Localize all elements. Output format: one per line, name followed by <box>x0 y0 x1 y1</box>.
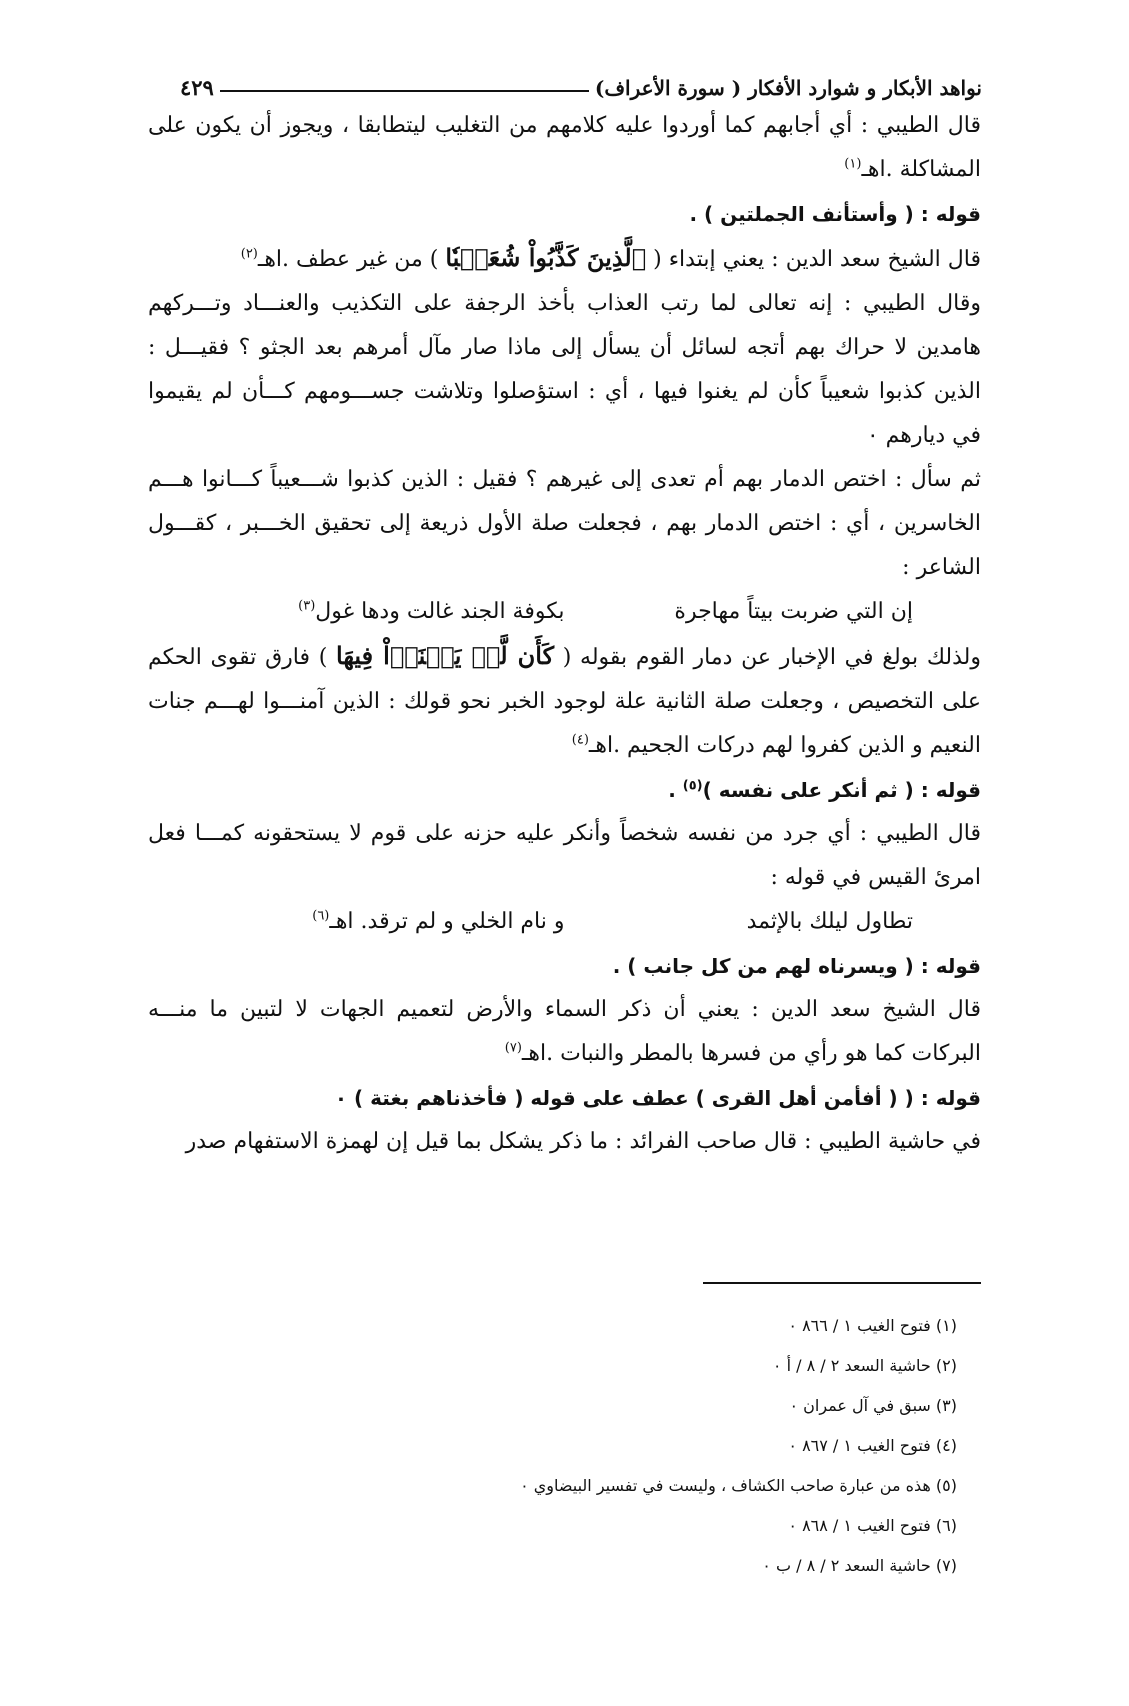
running-title: نواهد الأبكار و شوارد الأفكار ( سورة الأعراف) <box>594 76 982 100</box>
verse-second-hemistich <box>148 900 565 944</box>
heading-text: قوله : ( ثم أنكر على نفسه ) <box>702 778 981 802</box>
paragraph-text: قال الشيخ سعد الدين : يعني إبتداء ( <box>653 247 981 272</box>
commentary-heading-4: قوله : ( ( أفأمن أهل القرى ) عطف على قوله ( فأخذناهم بغتة ) ٠ <box>334 1086 981 1110</box>
footnote-2: (٢) حاشية السعد ٢ / ٨ / أ ٠ <box>772 1356 957 1375</box>
running-header <box>180 60 982 100</box>
paragraph-4: ثم سأل : اختص الدمار بهم أم تعدى إلى غيرهم ؟ فقيل : الذين كذبوا شـــعيباً كـــانوا هـــم الخاسرين ، أي : اختص الدمار بهم ، فجعلت صلة الأول ذريعة إلى تحقيق الخـــبر ، كقـــول الشاعر : <box>148 467 981 580</box>
footnote-5: (٥) هذه من عبارة صاحب الكشاف ، وليست في تفسير البيضاوي ٠ <box>520 1476 957 1495</box>
poetry-verse-2 <box>148 900 981 944</box>
footnote-4: (٤) فتوح الغيب ١ / ٨٦٧ ٠ <box>788 1436 957 1455</box>
commentary-heading-2 <box>148 768 981 812</box>
paragraph-text: قال الطيبي : أي أجابهم كما أوردوا عليه كلامهم من التغليب ليتطابقا ، ويجوز أن يكون على المشاكلة .اهـ <box>148 113 981 182</box>
paragraph-8: في حاشية الطيبي : قال صاحب الفرائد : ما ذكر يشكل بما قيل إن لهمزة الاستفهام صدر <box>185 1129 981 1154</box>
footnote-ref-5: (٥) <box>682 778 703 794</box>
verse-text: و نام الخلي و لم ترقد. اهـ <box>329 909 565 934</box>
footnote-ref-6: (٦) <box>312 908 330 924</box>
footnote-1: (١) فتوح الغيب ١ / ٨٦٦ ٠ <box>788 1316 957 1335</box>
paragraph-text: قال الشيخ سعد الدين : يعني أن ذكر السماء والأرض لتعميم الجهات لا لتبين ما منـــه البركات كما هو رأي من فسرها بالمطر والنبات .اهـ <box>148 997 981 1066</box>
verse-first-hemistich: تطاول ليلك بالإثمد <box>746 909 913 934</box>
paragraph-7 <box>148 988 981 1076</box>
paragraph-2 <box>148 236 981 282</box>
footnote-ref-3: (٣) <box>298 598 316 614</box>
header-rule <box>220 90 589 92</box>
main-text <box>148 104 981 1164</box>
verse-first-hemistich: إن التي ضربت بيتاً مهاجرة <box>674 599 913 624</box>
footnote-separator <box>703 1282 981 1284</box>
quran-quote: ٱلَّذِينَ كَذَّبُواْ شُعَيۡبٗا <box>445 243 647 272</box>
verse-second-hemistich <box>148 590 565 634</box>
commentary-heading-3: قوله : ( ويسرناه لهم من كل جانب ) . <box>612 954 981 978</box>
footnote-6: (٦) فتوح الغيب ١ / ٨٦٨ ٠ <box>788 1516 957 1535</box>
footnotes <box>200 1306 957 1586</box>
verse-text: بكوفة الجند غالت ودها غول <box>315 599 565 624</box>
footnote-7: (٧) حاشية السعد ٢ / ٨ / ب ٠ <box>762 1556 957 1575</box>
paragraph-1 <box>148 104 981 192</box>
paragraph-text: ولذلك بولغ في الإخبار عن دمار القوم بقوله ( <box>562 645 981 670</box>
footnote-ref-4: (٤) <box>571 732 589 748</box>
footnote-3: (٣) سبق في آل عمران ٠ <box>789 1396 957 1415</box>
paragraph-6: قال الطيبي : أي جرد من نفسه شخصاً وأنكر عليه حزنه على قوم لا يستحقونه كمـــا فعل امرئ القيس في قوله : <box>148 821 981 890</box>
footnote-ref-7: (٧) <box>504 1040 522 1056</box>
page-number: ٤٢٩ <box>180 75 214 100</box>
paragraph-3: وقال الطيبي : إنه تعالى لما رتب العذاب بأخذ الرجفة على التكذيب والعنـــاد وتـــركهم هامدين لا حراك بهم أتجه لسائل أن يسأل إلى ماذا صار مآل أمرهم بعد الجثو ؟ فقيـــل : الذين كذبوا شعيباً كأن لم يغنوا فيها ، أي : استؤصلوا وتلاشت جســـومهم كـــأن لم يقيموا في ديارهم ٠ <box>148 291 981 448</box>
quran-quote: كَأَن لَّمۡ يَغۡنَوۡاْ فِيهَا <box>336 641 555 670</box>
heading-text: . <box>668 778 676 802</box>
footnote-ref-1: (١) <box>844 156 862 172</box>
paragraph-5 <box>148 634 981 768</box>
paragraph-text: ) من غير عطف .اهـ <box>257 247 439 272</box>
commentary-heading-1: قوله : ( وأستأنف الجملتين ) . <box>689 202 981 226</box>
poetry-verse-1 <box>148 590 981 634</box>
paragraph-text: ) فارق تقوى الحكم على التخصيص ، وجعلت صلة الثانية علة لوجود الخبر نحو قولك : الذين آمنـــوا لهـــم جنات النعيم و الذين كفروا لهم دركات الجحيم .اهـ <box>148 645 981 758</box>
footnote-ref-2: (٢) <box>240 246 258 262</box>
